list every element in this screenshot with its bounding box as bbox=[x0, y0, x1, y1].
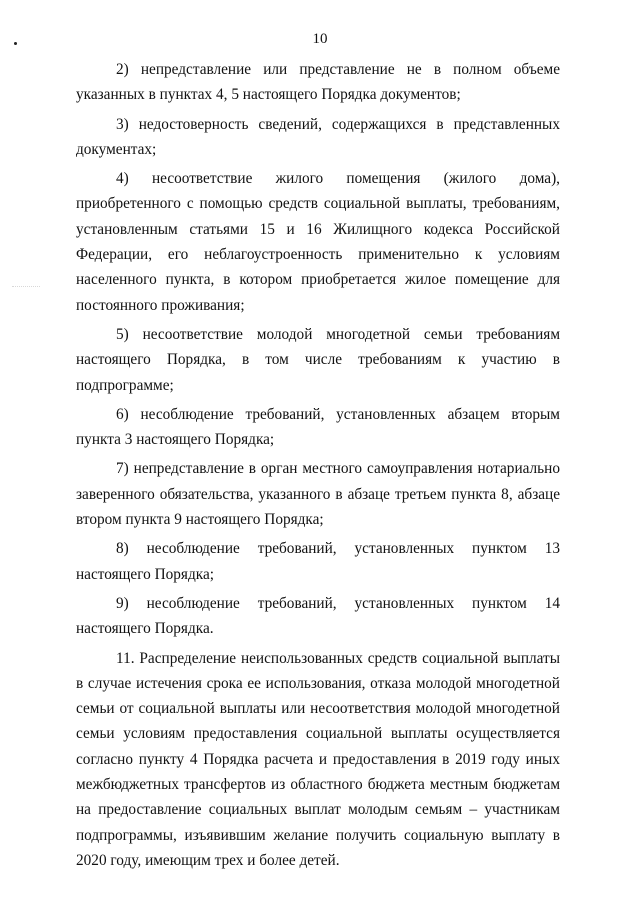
list-item-9: 9) несоблюдение требований, установленных пунктом 14 настоящего Порядка. bbox=[76, 594, 560, 638]
list-item-3: 3) недостоверность сведений, содержащихся в представленных документах; bbox=[76, 115, 560, 158]
list-item-8: 8) несоблюдение требований, установленных пунктом 13 настоящего Порядка; bbox=[76, 540, 560, 583]
section-11-paragraph: 11. Распределение неиспользованных средств социальной выплаты в случае истечения срока ее использования, отказа молодой многодетной семьи от социальной выплаты или несоответствия молодой многодетной семьи условиям предоставления социальной выплаты осуществляется согласно пункту 4 Порядка расчета и предоставления в 2019 году иных межбюджетных трансфертов из областного бюджета местным бюджетам на предоставление социальных выплат молодым семьям – участникам подпрограммы, изъявившим желание получить социальную выплату в 2020 году, имеющим трех и более детей. bbox=[76, 649, 560, 869]
list-item-2: 2) непредставление или представление не в полном объеме указанных в пунктах 4, 5 настоящего Порядка документов; bbox=[76, 61, 560, 104]
list-item-4: 4) несоответствие жилого помещения (жилого дома), приобретенного с помощью средств социальной выплаты, требованиям, установленным статьями 15 и 16 Жилищного кодекса Российской Федерации, его неблагоустроенность применительно к условиям населенного пункта, в котором приобретается жилое помещение для постоянного проживания; bbox=[76, 170, 560, 314]
list-item-6: 6) несоблюдение требований, установленных абзацем вторым пункта 3 настоящего Порядка; bbox=[76, 405, 560, 449]
list-item-7: 7) непредставление в орган местного самоуправления нотариально заверенного обязательства, указанного в абзаце третьем пункта 8, абзаце втором пункта 9 настоящего Порядка; bbox=[76, 460, 560, 529]
page-number: 10 bbox=[312, 31, 328, 47]
list-item-5: 5) несоответствие молодой многодетной семьи требованиям настоящего Порядка, в том числе требованиям к участию в подпрограмме; bbox=[76, 325, 560, 394]
document-body bbox=[76, 55, 560, 873]
scan-artifact bbox=[12, 286, 40, 289]
